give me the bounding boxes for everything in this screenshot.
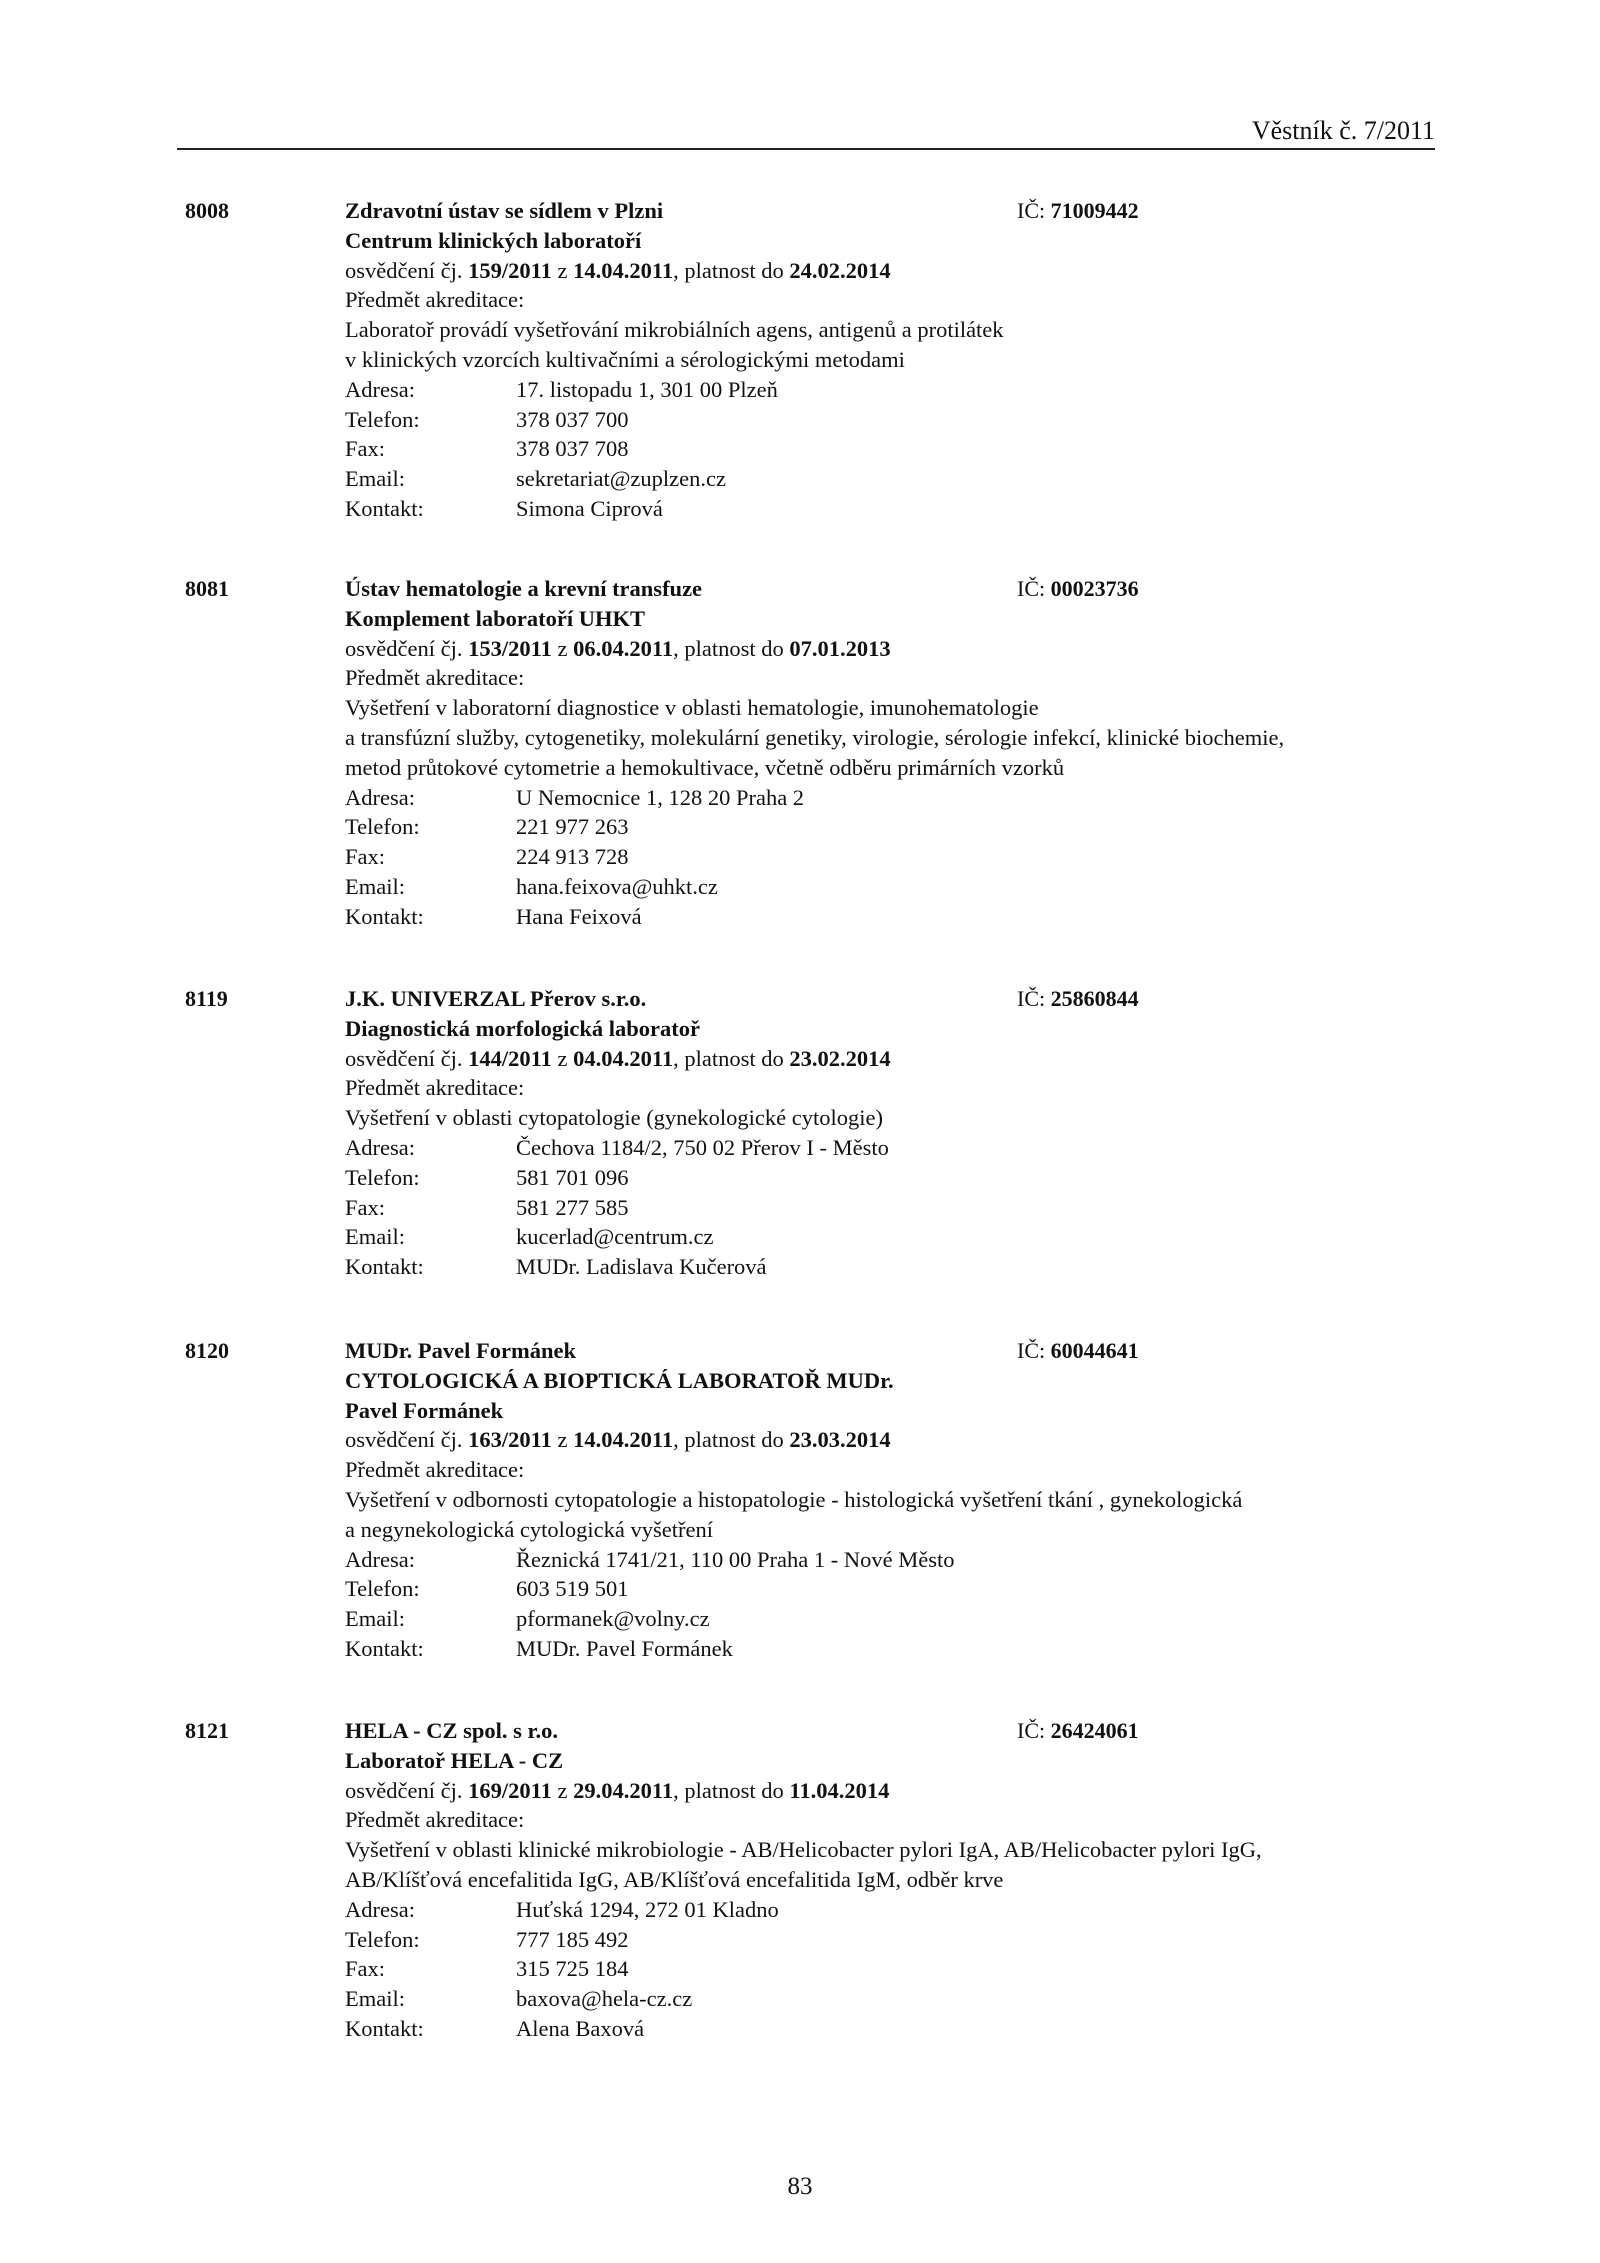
contact-row [345, 1252, 1395, 1282]
ic-label: IČ: [1017, 1718, 1046, 1743]
email-value: pformanek@volny.cz [516, 1606, 710, 1632]
fax-value: 581 277 585 [516, 1194, 629, 1220]
contact-label: Kontakt: [345, 903, 424, 929]
address-label: Adresa: [345, 1546, 415, 1572]
fax-label: Fax: [345, 436, 386, 462]
certificate-label: osvědčení čj. [345, 635, 463, 661]
certificate-date: 29.04.2011 [573, 1777, 674, 1803]
ic-label: IČ: [1017, 1338, 1046, 1363]
phone-label: Telefon: [345, 1576, 420, 1602]
address-value: Huťská 1294, 272 01 Kladno [516, 1896, 779, 1922]
email-value: kucerlad@centrum.cz [516, 1224, 714, 1250]
certificate-date: 14.04.2011 [573, 257, 674, 283]
subject-heading: Předmět akreditace: [345, 287, 525, 313]
validity-label: , platnost do [673, 1777, 784, 1803]
certificate-date: 14.04.2011 [573, 1427, 674, 1453]
contact-row [345, 2014, 1395, 2044]
phone-value: 777 185 492 [516, 1926, 629, 1952]
phone-label: Telefon: [345, 1164, 420, 1190]
email-value: sekretariat@zuplzen.cz [516, 466, 726, 492]
address-value: 17. listopadu 1, 301 00 Plzeň [516, 376, 778, 402]
phone-label: Telefon: [345, 1926, 420, 1952]
address-row [345, 1895, 1395, 1925]
contact-label: Kontakt: [345, 495, 424, 521]
fax-row [345, 842, 1395, 872]
certificate-number: 159/2011 [468, 257, 552, 283]
ic-label: IČ: [1017, 198, 1046, 223]
journal-title: Věstník č. 7/2011 [1251, 116, 1435, 145]
certificate-number: 153/2011 [468, 635, 552, 661]
certificate-label: osvědčení čj. [345, 1427, 463, 1453]
valid-to-date: 23.03.2014 [789, 1427, 891, 1453]
email-row [345, 1222, 1395, 1252]
certificate-line [345, 1044, 1395, 1074]
subject-heading: Předmět akreditace: [345, 665, 525, 691]
email-row [345, 464, 1395, 494]
fax-row [345, 434, 1395, 464]
subject-heading: Předmět akreditace: [345, 1807, 525, 1833]
entry-body [345, 574, 1395, 932]
phone-row [345, 1163, 1395, 1193]
fax-label: Fax: [345, 1194, 386, 1220]
subject-line: Vyšetření v oblasti cytopatologie (gynekologické cytologie) [345, 1105, 883, 1131]
ic-value: 25860844 [1050, 986, 1139, 1011]
address-label: Adresa: [345, 1134, 415, 1160]
validity-label: , platnost do [673, 1427, 784, 1453]
valid-to-date: 11.04.2014 [789, 1777, 890, 1803]
phone-row [345, 1925, 1395, 1955]
certificate-line [345, 634, 1395, 664]
valid-to-date: 07.01.2013 [789, 635, 891, 661]
email-label: Email: [345, 1224, 405, 1250]
phone-value: 221 977 263 [516, 814, 629, 840]
organization-name-line: J.K. UNIVERZAL Přerov s.r.o. [345, 986, 647, 1011]
fax-label: Fax: [345, 1956, 386, 1982]
address-row [345, 1133, 1395, 1163]
certificate-z-label: z [557, 1777, 568, 1803]
phone-value: 603 519 501 [516, 1576, 629, 1602]
certificate-number: 163/2011 [468, 1427, 552, 1453]
subject-line: Laboratoř provádí vyšetřování mikrobiálních agens, antigenů a protilátek [345, 317, 1004, 343]
email-value: hana.feixova@uhkt.cz [516, 873, 718, 899]
phone-row [345, 812, 1395, 842]
valid-to-date: 23.02.2014 [789, 1045, 891, 1071]
certificate-line [345, 1776, 1395, 1806]
certificate-number: 169/2011 [468, 1777, 552, 1803]
contact-value: Simona Ciprová [516, 495, 663, 521]
ic-value: 26424061 [1050, 1718, 1139, 1743]
certificate-z-label: z [557, 635, 568, 661]
entry-body [345, 196, 1395, 524]
contact-row [345, 902, 1395, 932]
subject-line: Vyšetření v odbornosti cytopatologie a histopatologie - histologická vyšetření tkání , gynekologická [345, 1486, 1243, 1512]
subject-line: a negynekologická cytologická vyšetření [345, 1516, 713, 1542]
valid-to-date: 24.02.2014 [789, 257, 891, 283]
address-value: Řeznická 1741/21, 110 00 Praha 1 - Nové Město [516, 1546, 955, 1572]
email-label: Email: [345, 1606, 405, 1632]
address-value: Čechova 1184/2, 750 02 Přerov I - Město [516, 1134, 889, 1160]
email-label: Email: [345, 873, 405, 899]
subject-heading: Předmět akreditace: [345, 1457, 525, 1483]
certificate-date: 04.04.2011 [573, 1045, 674, 1071]
certificate-date: 06.04.2011 [573, 635, 674, 661]
organization-name-line: Diagnostická morfologická laboratoř [345, 1015, 700, 1041]
contact-value: MUDr. Ladislava Kučerová [516, 1254, 767, 1280]
ic-label: IČ: [1017, 576, 1046, 601]
ic-value: 60044641 [1050, 1338, 1139, 1363]
ic-value: 71009442 [1050, 198, 1139, 223]
contact-row [345, 1634, 1395, 1664]
phone-row [345, 1574, 1395, 1604]
organization-name-line: Komplement laboratoří UHKT [345, 605, 645, 631]
page-number: 83 [787, 2173, 813, 2200]
subject-line: Vyšetření v oblasti klinické mikrobiologie - AB/Helicobacter pylori IgA, AB/Helicobacter pylori IgG, [345, 1837, 1262, 1863]
certificate-line [345, 1425, 1395, 1455]
phone-label: Telefon: [345, 406, 420, 432]
certificate-z-label: z [557, 1045, 568, 1071]
entry-number: 8121 [185, 1718, 229, 1743]
contact-value: MUDr. Pavel Formánek [516, 1635, 733, 1661]
contact-label: Kontakt: [345, 1254, 424, 1280]
organization-name-line: Zdravotní ústav se sídlem v Plzni [345, 198, 664, 223]
subject-line: a transfúzní služby, cytogenetiky, molekulární genetiky, virologie, sérologie infekcí, klinické biochemie, [345, 724, 1285, 750]
address-row [345, 375, 1395, 405]
email-value: baxova@hela-cz.cz [516, 1986, 693, 2012]
organization-name-line: Centrum klinických laboratoří [345, 227, 642, 253]
entry-body [345, 1716, 1395, 2044]
certificate-label: osvědčení čj. [345, 1045, 463, 1071]
entry-body [345, 1336, 1395, 1664]
address-row [345, 1545, 1395, 1575]
validity-label: , platnost do [673, 257, 784, 283]
fax-value: 224 913 728 [516, 844, 629, 870]
email-label: Email: [345, 466, 405, 492]
ic-label: IČ: [1017, 986, 1046, 1011]
subject-line: metod průtokové cytometrie a hemokultivace, včetně odběru primárních vzorků [345, 754, 1065, 780]
entry-number: 8081 [185, 576, 229, 601]
fax-row [345, 1193, 1395, 1223]
subject-line: v klinických vzorcích kultivačními a sérologickými metodami [345, 346, 905, 372]
email-row [345, 1604, 1395, 1634]
validity-label: , platnost do [673, 635, 784, 661]
organization-name-line: Ústav hematologie a krevní transfuze [345, 576, 703, 601]
address-label: Adresa: [345, 784, 415, 810]
entry-body [345, 984, 1395, 1282]
organization-name-line: Pavel Formánek [345, 1397, 504, 1423]
fax-row [345, 1954, 1395, 1984]
phone-value: 581 701 096 [516, 1164, 629, 1190]
certificate-label: osvědčení čj. [345, 1777, 463, 1803]
address-label: Adresa: [345, 1896, 415, 1922]
address-row [345, 783, 1395, 813]
phone-label: Telefon: [345, 814, 420, 840]
address-value: U Nemocnice 1, 128 20 Praha 2 [516, 784, 805, 810]
fax-label: Fax: [345, 844, 386, 870]
entry-number: 8008 [185, 198, 229, 223]
address-label: Adresa: [345, 376, 415, 402]
subject-heading: Předmět akreditace: [345, 1075, 525, 1101]
contact-row [345, 494, 1395, 524]
phone-value: 378 037 700 [516, 406, 629, 432]
subject-line: AB/Klíšťová encefalitida IgG, AB/Klíšťová encefalitida IgM, odběr krve [345, 1866, 1004, 1892]
contact-value: Hana Feixová [516, 903, 642, 929]
certificate-number: 144/2011 [468, 1045, 552, 1071]
organization-name-line: Laboratoř HELA - CZ [345, 1747, 564, 1773]
contact-label: Kontakt: [345, 1635, 424, 1661]
organization-name-line: CYTOLOGICKÁ A BIOPTICKÁ LABORATOŘ MUDr. [345, 1367, 894, 1393]
email-label: Email: [345, 1986, 405, 2012]
subject-line: Vyšetření v laboratorní diagnostice v oblasti hematologie, imunohematologie [345, 695, 1039, 721]
certificate-z-label: z [557, 257, 568, 283]
email-row [345, 1984, 1395, 2014]
certificate-z-label: z [557, 1427, 568, 1453]
certificate-line [345, 256, 1395, 286]
validity-label: , platnost do [673, 1045, 784, 1071]
contact-value: Alena Baxová [516, 2015, 645, 2041]
email-row [345, 872, 1395, 902]
organization-name-line: MUDr. Pavel Formánek [345, 1338, 576, 1363]
fax-value: 315 725 184 [516, 1956, 629, 1982]
contact-label: Kontakt: [345, 2015, 424, 2041]
entry-number: 8120 [185, 1338, 229, 1363]
entry-number: 8119 [185, 986, 228, 1011]
phone-row [345, 405, 1395, 435]
page-header [177, 108, 1435, 150]
organization-name-line: HELA - CZ spol. s r.o. [345, 1718, 558, 1743]
fax-value: 378 037 708 [516, 436, 629, 462]
ic-value: 00023736 [1050, 576, 1139, 601]
certificate-label: osvědčení čj. [345, 257, 463, 283]
